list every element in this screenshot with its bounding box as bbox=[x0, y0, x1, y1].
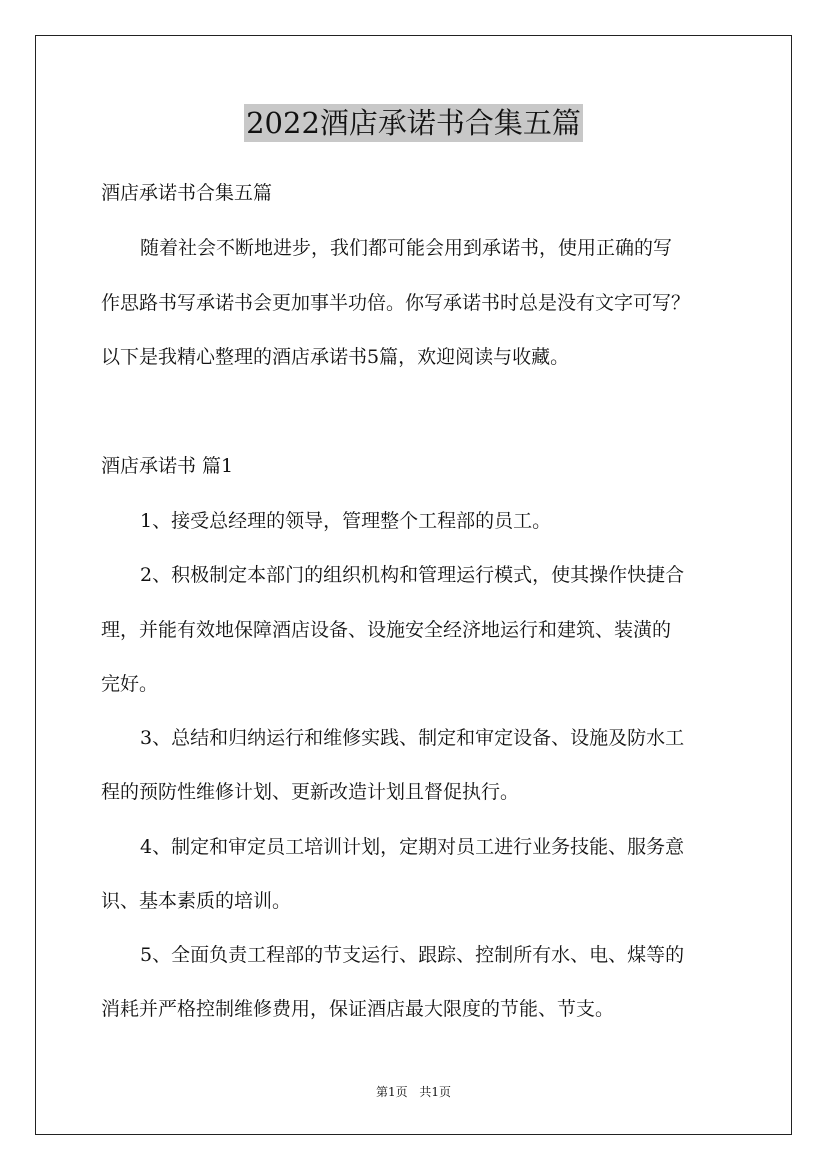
item-3-line-1: 3、总结和归纳运行和维修实践、制定和审定设备、设施及防水工 bbox=[140, 727, 685, 749]
item-3-line-2: 程的预防性维修计划、更新改造计划且督促执行。 bbox=[101, 781, 520, 803]
intro-line-3: 以下是我精心整理的酒店承诺书5篇，欢迎阅读与收藏。 bbox=[101, 346, 570, 368]
item-1-line-1: 1、接受总经理的领导，管理整个工程部的员工。 bbox=[140, 510, 552, 532]
item-4-line-1: 4、制定和审定员工培训计划，定期对员工进行业务技能、服务意 bbox=[140, 836, 685, 858]
page-total: 共1页 bbox=[419, 1085, 452, 1099]
section-heading: 酒店承诺书 篇1 bbox=[101, 455, 234, 477]
page-number: 第1页 bbox=[375, 1085, 408, 1099]
item-4-line-2: 识、基本素质的培训。 bbox=[101, 890, 292, 912]
intro-line-2: 作思路书写承诺书会更加事半功倍。你写承诺书时总是没有文字可写？ bbox=[101, 292, 691, 314]
document-title: 2022酒店承诺书合集五篇 bbox=[246, 106, 581, 140]
item-2-line-2: 理，并能有效地保障酒店设备、设施安全经济地运行和建筑、装潢的 bbox=[101, 619, 672, 641]
item-5-line-2: 消耗并严格控制维修费用，保证酒店最大限度的节能、节支。 bbox=[101, 998, 615, 1020]
document-subtitle: 酒店承诺书合集五篇 bbox=[101, 182, 273, 204]
intro-line-1: 随着社会不断地进步，我们都可能会用到承诺书，使用正确的写 bbox=[140, 237, 673, 259]
item-5-line-1: 5、全面负责工程部的节支运行、跟踪、控制所有水、电、煤等的 bbox=[140, 944, 685, 966]
page-footer bbox=[0, 1084, 827, 1100]
title-container bbox=[0, 104, 827, 142]
item-2-line-1: 2、积极制定本部门的组织机构和管理运行模式，使其操作快捷合 bbox=[140, 564, 685, 586]
item-2-line-3: 完好。 bbox=[101, 673, 159, 695]
